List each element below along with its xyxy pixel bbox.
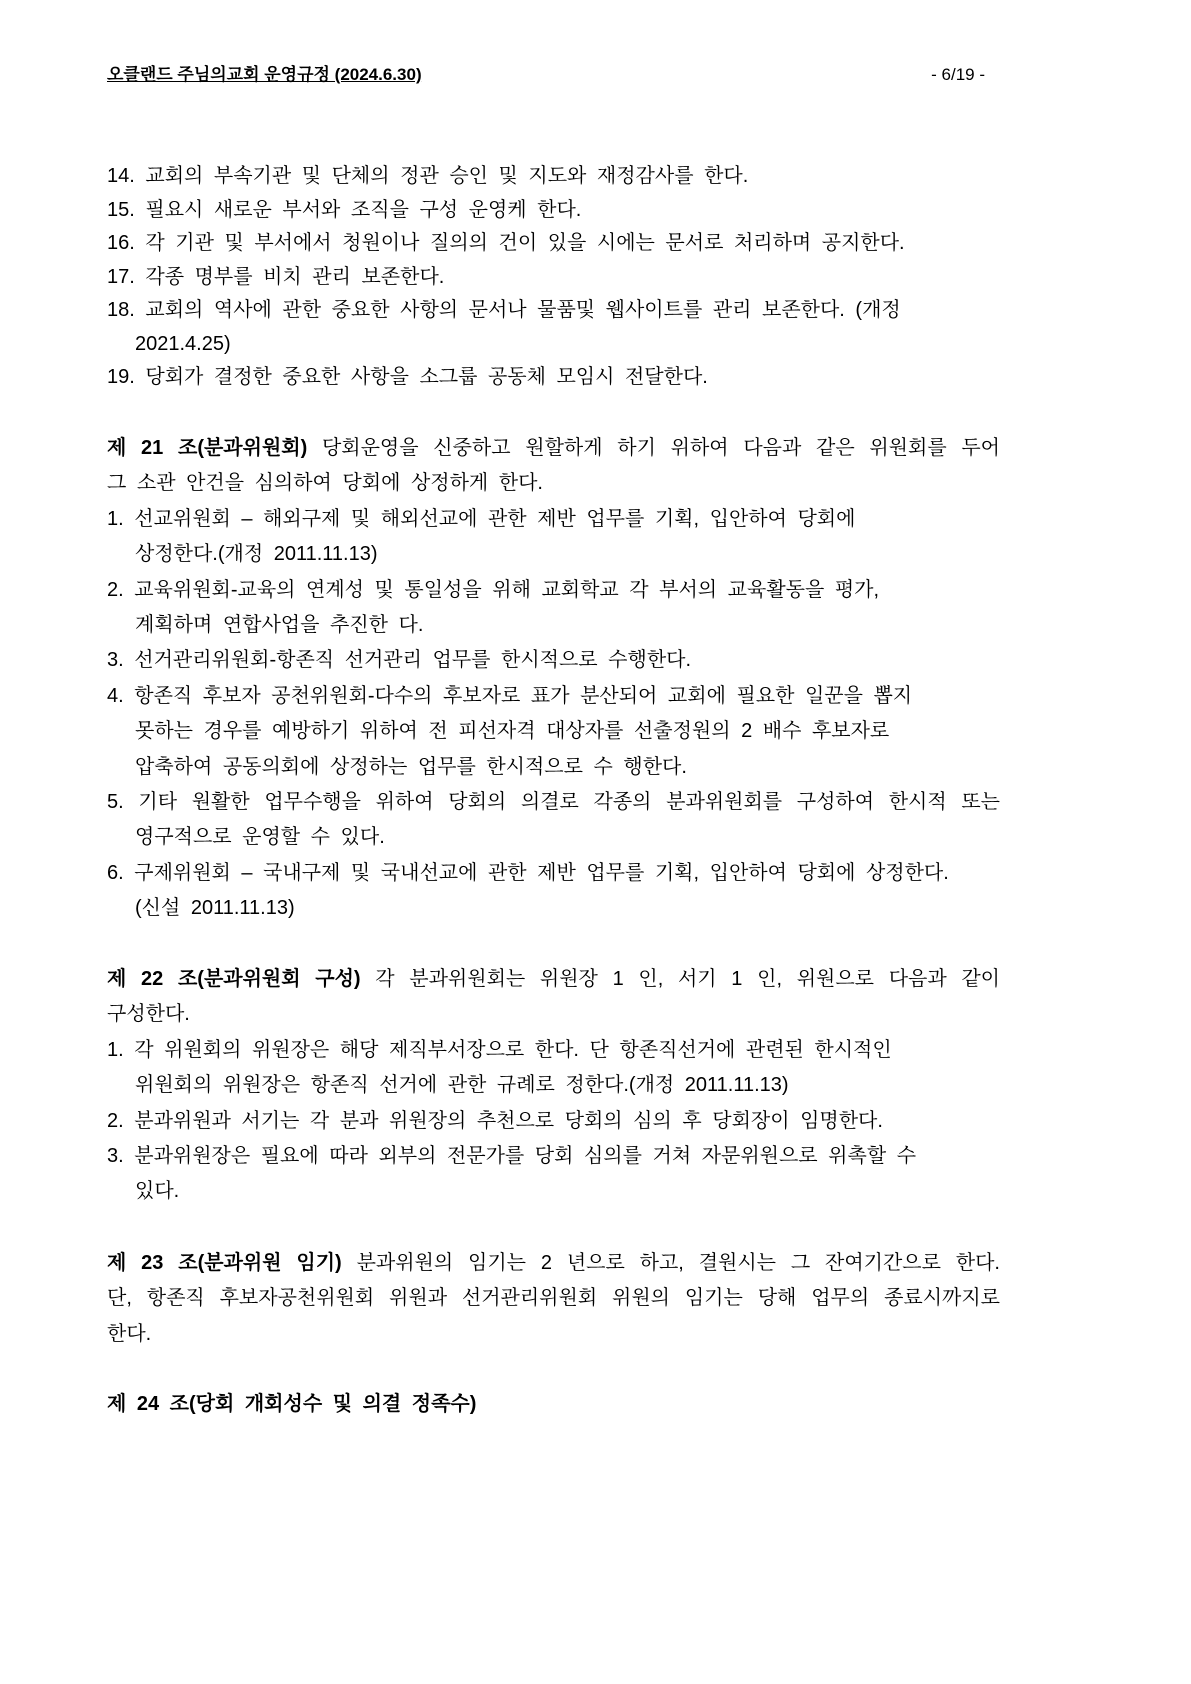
- item-text: 교회의 역사에 관한 중요한 사항의 문서나 물품및 웹사이트를 관리 보존한다. (개정: [145, 299, 901, 321]
- article-intro-text: 각 분과위원회는 위원장 1 인, 서기 1 인, 위원으로 다음과 같이: [375, 968, 1000, 990]
- article-item-1-continued: [107, 537, 1067, 572]
- item-text: 교회의 부속기관 및 단체의 정관 승인 및 지도와 재정감사를 한다.: [145, 165, 749, 187]
- item-number: 3.: [107, 649, 124, 672]
- article-heading-line: [107, 962, 1000, 997]
- item-text: 교육위원회-교육의 연계성 및 통일성을 위해 교회학교 각 부서의 교육활동을 평가,: [134, 578, 880, 601]
- article-item-1: [107, 1033, 1067, 1068]
- article-item-1-continued: [107, 1068, 1067, 1103]
- article-item-4-continued: [107, 750, 1067, 785]
- article-item-3: [107, 643, 1067, 678]
- item-text: 선교위원회 – 해외구제 및 해외선교에 관한 제반 업무를 기획, 입안하여 당회에: [134, 507, 856, 530]
- article-intro-line: [107, 1281, 1000, 1316]
- article-item-2: [107, 573, 1067, 608]
- item-text: 상정한다.(개정 2011.11.13): [135, 543, 378, 566]
- item-text: 당회가 결정한 중요한 사항을 소그룹 공동체 모임시 전달한다.: [145, 366, 708, 388]
- article-title: 제 21 조(분과위원회): [107, 437, 308, 459]
- article-intro-line: [107, 1317, 1067, 1352]
- item-text: 각 위원회의 위원장은 해당 제직부서장으로 한다. 단 항존직선거에 관련된 한시적인: [134, 1038, 892, 1061]
- article-heading-line: [107, 1387, 1067, 1422]
- item-text: 영구적으로 운영할 수 있다.: [135, 826, 385, 849]
- item-number: 18.: [107, 299, 135, 321]
- article-23: [107, 1246, 1067, 1352]
- item-number: 16.: [107, 232, 135, 254]
- item-number: 1.: [107, 507, 124, 530]
- item-text: 기타 원활한 업무수행을 위하여 당회의 의결로 각종의 분과위원회를 구성하여 한시적 또는: [138, 790, 1001, 813]
- item-number: 6.: [107, 861, 124, 884]
- article-item-2-continued: [107, 608, 1067, 643]
- article-intro-text: 구성한다.: [107, 1003, 190, 1026]
- item-text: 각종 명부를 비치 관리 보존한다.: [145, 265, 445, 288]
- list-item-18: [107, 294, 1067, 328]
- article-item-6-continued: [107, 891, 1067, 926]
- item-number: 2.: [107, 578, 124, 601]
- article-item-3-continued: [107, 1174, 1067, 1209]
- article-heading-line: [107, 1246, 1000, 1281]
- item-number: 3.: [107, 1144, 124, 1167]
- article-item-1: [107, 502, 1067, 537]
- item-text: 계획하며 연합사업을 추진한 다.: [135, 613, 424, 636]
- document-title: 오클랜드 주님의교회 운영규정 (2024.6.30): [107, 65, 422, 84]
- item-text: 못하는 경우를 예방하기 위하여 전 피선자격 대상자를 선출정원의 2 배수 후보자로: [135, 720, 890, 743]
- item-text: 위원회의 위원장은 항존직 선거에 관한 규례로 정한다.(개정 2011.11.13): [135, 1074, 789, 1097]
- article-intro-text: 분과위원의 임기는 2 년으로 하고, 결원시는 그 잔여기간으로 한다.: [356, 1252, 1000, 1274]
- item-number: 2.: [107, 1109, 124, 1132]
- item-number: 19.: [107, 366, 135, 388]
- item-number: 5.: [107, 790, 124, 813]
- item-number: 1.: [107, 1038, 124, 1061]
- article-24: [107, 1387, 1067, 1422]
- item-number: 15.: [107, 198, 135, 221]
- item-text: 압축하여 공동의회에 상정하는 업무를 한시적으로 수 행한다.: [135, 755, 687, 778]
- list-item-14: [107, 160, 1067, 194]
- article-intro-text: 단, 항존직 후보자공천위원회 위원과 선거관리위원회 위원의 임기는 당해 업무의 종료시까지로: [107, 1287, 1000, 1310]
- list-item-18-continued: [107, 328, 1067, 362]
- item-text: 각 기관 및 부서에서 청원이나 질의의 건이 있을 시에는 문서로 처리하며 공지한다.: [145, 232, 905, 254]
- article-22: [107, 962, 1067, 1210]
- item-text: 선거관리위원회-항존직 선거관리 업무를 한시적으로 수행한다.: [134, 649, 692, 672]
- list-item-16: [107, 227, 1067, 261]
- item-text: 항존직 후보자 공천위원회-다수의 후보자로 표가 분산되어 교회에 필요한 일꾼을 뽑지: [134, 684, 913, 707]
- item-text: 분과위원장은 필요에 따라 외부의 전문가를 당회 심의를 거쳐 자문위원으로 위촉할 수: [134, 1144, 917, 1167]
- article-intro-text: 한다.: [107, 1322, 152, 1345]
- article-item-5: [107, 785, 1000, 820]
- article-title: 제 24 조(당회 개회성수 및 의결 정족수): [107, 1393, 477, 1415]
- article-title: 제 23 조(분과위원 임기): [107, 1252, 342, 1274]
- item-text: 있다.: [135, 1180, 180, 1203]
- article-title: 제 22 조(분과위원회 구성): [107, 968, 361, 990]
- article-item-6: [107, 856, 1067, 891]
- item-text: 2021.4.25): [135, 332, 231, 355]
- item-number: 14.: [107, 165, 135, 187]
- item-text: 필요시 새로운 부서와 조직을 구성 운영케 한다.: [145, 198, 582, 221]
- item-number: 4.: [107, 684, 124, 707]
- article-intro-text: 그 소관 안건을 심의하여 당회에 상정하게 한다.: [107, 472, 543, 495]
- article-item-4-continued: [107, 714, 1067, 749]
- item-number: 17.: [107, 265, 135, 288]
- article-intro-line: [107, 466, 1067, 501]
- article-item-2: [107, 1104, 1067, 1139]
- article-intro-line: [107, 997, 1067, 1032]
- article-21: [107, 431, 1067, 926]
- item-text: (신설 2011.11.13): [135, 897, 295, 920]
- article-item-5-continued: [107, 820, 1067, 855]
- list-item-15: [107, 194, 1067, 228]
- item-text: 분과위원과 서기는 각 분과 위원장의 추천으로 당회의 심의 후 당회장이 임명한다.: [134, 1109, 883, 1132]
- page-number: - 6/19 -: [931, 65, 985, 84]
- list-item-17: [107, 261, 1067, 295]
- article-intro-text: 당회운영을 신중하고 원할하게 하기 위하여 다음과 같은 위원회를 두어: [321, 437, 1000, 459]
- list-item-19: [107, 361, 1067, 395]
- article-heading-line: [107, 431, 1000, 466]
- article-item-3: [107, 1139, 1067, 1174]
- item-text: 구제위원회 – 국내구제 및 국내선교에 관한 제반 업무를 기획, 입안하여 당회에 상정한다.: [134, 861, 949, 884]
- continued-list: [107, 160, 1067, 395]
- article-item-4: [107, 679, 1067, 714]
